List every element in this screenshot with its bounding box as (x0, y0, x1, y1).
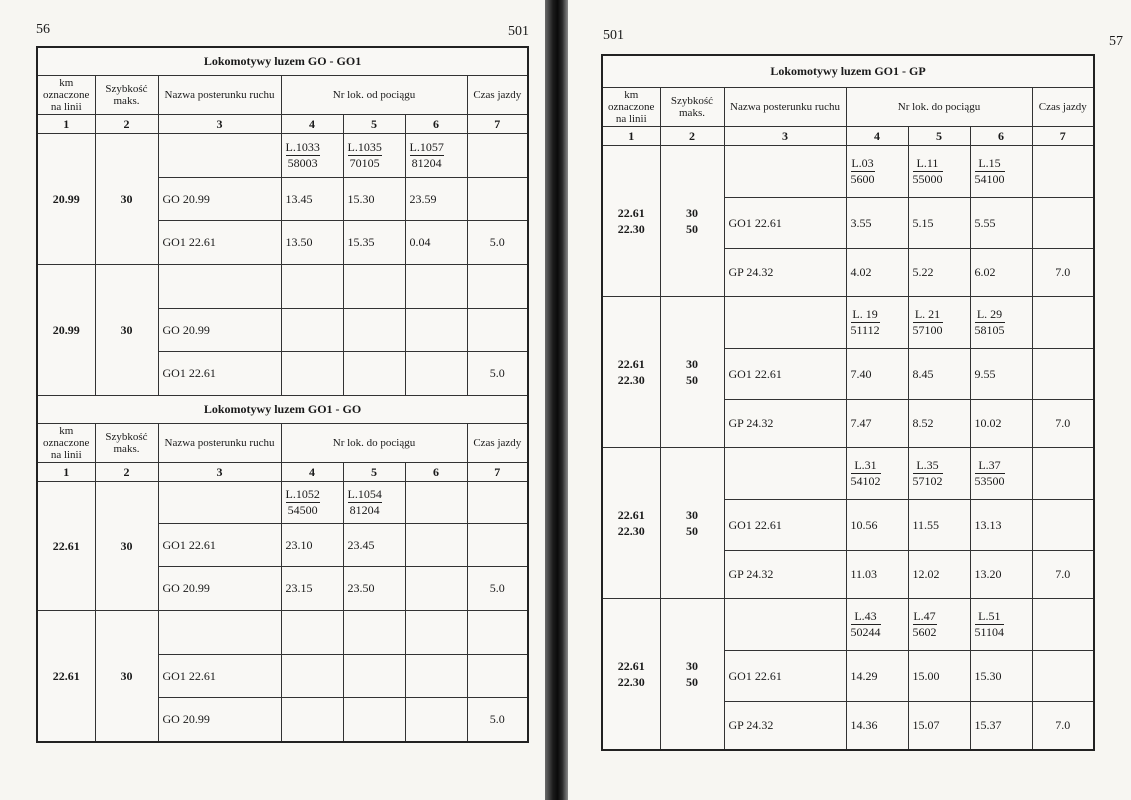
section-title: Lokomotywy luzem GO1 - GO (37, 396, 528, 424)
time-cell: 0.04 (405, 221, 467, 265)
time-cell (281, 309, 343, 352)
header-time: Czas jazdy (467, 424, 528, 463)
timetable-go1-gp (601, 54, 1095, 751)
col-number: 1 (37, 115, 95, 134)
run-time: 7.0 (1032, 702, 1094, 750)
empty-cell (343, 265, 405, 309)
km-value: 22.61 22.30 (602, 448, 660, 599)
col-number: 7 (1032, 127, 1094, 146)
page-number: 56 (36, 22, 50, 37)
col-number: 1 (37, 463, 95, 482)
station-name: GP 24.32 (724, 400, 846, 448)
time-cell: 5.15 (908, 198, 970, 249)
station-name: GO 20.99 (158, 567, 281, 611)
col-number: 3 (724, 127, 846, 146)
empty-cell (724, 146, 846, 198)
speed-value: 30 50 (660, 599, 724, 750)
empty-cell (281, 611, 343, 655)
loco-cell: $\frac{L.1052}{54500}$ (281, 482, 343, 524)
km-value: 22.61 22.30 (602, 146, 660, 297)
run-time: 5.0 (467, 221, 528, 265)
time-cell: 5.22 (908, 249, 970, 297)
time-cell: 12.02 (908, 551, 970, 599)
run-time (1032, 198, 1094, 249)
section-title: Lokomotywy luzem GO - GO1 (37, 47, 528, 76)
loco-cell: $\frac{L.47}{5602}$ (908, 599, 970, 651)
time-cell (343, 698, 405, 742)
loco-cell: $\frac{L. 21}{57100}$ (908, 297, 970, 349)
km-value: 20.99 (37, 265, 95, 396)
loco-cell: $\frac{L.1057}{81204}$ (405, 134, 467, 178)
time-cell: 8.45 (908, 349, 970, 400)
time-cell: 11.55 (908, 500, 970, 551)
run-time: 5.0 (467, 698, 528, 742)
time-cell (281, 698, 343, 742)
loco-cell: $\frac{L.51}{51104}$ (970, 599, 1032, 651)
loco-cell: $\frac{L.35}{57102}$ (908, 448, 970, 500)
station-name: GO1 22.61 (724, 198, 846, 249)
time-cell: 15.35 (343, 221, 405, 265)
col-number: 2 (660, 127, 724, 146)
km-value: 22.61 (37, 482, 95, 611)
time-cell: 5.55 (970, 198, 1032, 249)
empty-cell (405, 265, 467, 309)
empty-cell (405, 611, 467, 655)
header-train: Nr lok. do pociągu (846, 88, 1032, 127)
empty-cell (1032, 599, 1094, 651)
loco-cell: $\frac{L.37}{53500}$ (970, 448, 1032, 500)
time-cell: 23.50 (343, 567, 405, 611)
time-cell: 15.30 (343, 178, 405, 221)
header-km: km oznaczone na linii (602, 88, 660, 127)
run-time: 7.0 (1032, 249, 1094, 297)
header-km: km oznaczone na linii (37, 76, 95, 115)
time-cell: 23.15 (281, 567, 343, 611)
time-cell: 13.13 (970, 500, 1032, 551)
time-cell (405, 655, 467, 698)
run-time: 5.0 (467, 567, 528, 611)
empty-cell (158, 265, 281, 309)
station-name: GO1 22.61 (724, 500, 846, 551)
time-cell: 13.20 (970, 551, 1032, 599)
empty-cell (724, 297, 846, 349)
loco-cell: $\frac{L.1035}{70105}$ (343, 134, 405, 178)
run-time: 5.0 (467, 352, 528, 396)
time-cell: 15.00 (908, 651, 970, 702)
header-time: Czas jazdy (467, 76, 528, 115)
empty-cell (467, 482, 528, 524)
empty-cell (343, 611, 405, 655)
time-cell: 14.29 (846, 651, 908, 702)
header-speed: Szybkość maks. (660, 88, 724, 127)
run-time (1032, 651, 1094, 702)
col-number: 1 (602, 127, 660, 146)
header-train: Nr lok. do pociągu (281, 424, 467, 463)
section-title: Lokomotywy luzem GO1 - GP (602, 55, 1094, 88)
col-number: 4 (281, 463, 343, 482)
loco-cell: $\frac{L.1054}{81204}$ (343, 482, 405, 524)
timetable-go-go1 (36, 46, 529, 743)
time-cell: 11.03 (846, 551, 908, 599)
col-number: 6 (405, 115, 467, 134)
station-name: GO 20.99 (158, 178, 281, 221)
run-time (467, 178, 528, 221)
col-number: 5 (908, 127, 970, 146)
time-cell (405, 352, 467, 396)
run-time (1032, 349, 1094, 400)
time-cell: 15.37 (970, 702, 1032, 750)
speed-value: 30 (95, 265, 158, 396)
time-cell: 9.55 (970, 349, 1032, 400)
header-post: Nazwa posterunku ruchu (724, 88, 846, 127)
run-time (467, 524, 528, 567)
time-cell: 14.36 (846, 702, 908, 750)
km-value: 20.99 (37, 134, 95, 265)
header-speed: Szybkość maks. (95, 76, 158, 115)
time-cell (281, 352, 343, 396)
header-time: Czas jazdy (1032, 88, 1094, 127)
page-number: 501 (603, 28, 624, 43)
col-number: 6 (970, 127, 1032, 146)
header-post: Nazwa posterunku ruchu (158, 424, 281, 463)
time-cell (405, 698, 467, 742)
loco-cell: $\frac{L.03}{5600}$ (846, 146, 908, 198)
empty-cell (1032, 448, 1094, 500)
col-number: 3 (158, 463, 281, 482)
empty-cell (1032, 146, 1094, 198)
right-page (568, 0, 1131, 800)
speed-value: 30 (95, 134, 158, 265)
col-number: 6 (405, 463, 467, 482)
station-name: GO 20.99 (158, 309, 281, 352)
time-cell (405, 309, 467, 352)
speed-value: 30 (95, 611, 158, 742)
empty-cell (467, 611, 528, 655)
empty-cell (724, 599, 846, 651)
time-cell (405, 567, 467, 611)
run-time: 7.0 (1032, 551, 1094, 599)
speed-value: 30 50 (660, 448, 724, 599)
run-time (1032, 500, 1094, 551)
empty-cell (467, 134, 528, 178)
time-cell (343, 352, 405, 396)
station-name: GO1 22.61 (158, 655, 281, 698)
col-number: 3 (158, 115, 281, 134)
km-value: 22.61 22.30 (602, 599, 660, 750)
header-km: km oznaczone na linii (37, 424, 95, 463)
loco-cell: $\frac{L.43}{50244}$ (846, 599, 908, 651)
col-number: 5 (343, 463, 405, 482)
book-spine (545, 0, 568, 800)
col-number: 7 (467, 115, 528, 134)
col-number: 5 (343, 115, 405, 134)
time-cell: 4.02 (846, 249, 908, 297)
time-cell: 6.02 (970, 249, 1032, 297)
time-cell: 15.30 (970, 651, 1032, 702)
time-cell: 13.50 (281, 221, 343, 265)
time-cell: 23.45 (343, 524, 405, 567)
page-number: 57 (1109, 34, 1123, 49)
speed-value: 30 50 (660, 146, 724, 297)
empty-cell (405, 482, 467, 524)
time-cell: 13.45 (281, 178, 343, 221)
time-cell: 10.02 (970, 400, 1032, 448)
empty-cell (1032, 297, 1094, 349)
station-name: GP 24.32 (724, 249, 846, 297)
station-name: GO1 22.61 (724, 651, 846, 702)
time-cell: 15.07 (908, 702, 970, 750)
time-cell (343, 309, 405, 352)
time-cell (405, 524, 467, 567)
col-number: 2 (95, 463, 158, 482)
col-number: 4 (846, 127, 908, 146)
empty-cell (158, 134, 281, 178)
empty-cell (158, 611, 281, 655)
time-cell: 8.52 (908, 400, 970, 448)
station-name: GP 24.32 (724, 551, 846, 599)
empty-cell (724, 448, 846, 500)
loco-cell: $\frac{L. 19}{51112}$ (846, 297, 908, 349)
time-cell: 7.40 (846, 349, 908, 400)
loco-cell: $\frac{L.11}{55000}$ (908, 146, 970, 198)
time-cell: 23.59 (405, 178, 467, 221)
loco-cell: $\frac{L. 29}{58105}$ (970, 297, 1032, 349)
station-name: GO1 22.61 (724, 349, 846, 400)
loco-cell: $\frac{L.15}{54100}$ (970, 146, 1032, 198)
loco-cell: $\frac{L.1033}{58003}$ (281, 134, 343, 178)
km-value: 22.61 (37, 611, 95, 742)
time-cell (343, 655, 405, 698)
empty-cell (158, 482, 281, 524)
station-name: GO1 22.61 (158, 352, 281, 396)
station-name: GP 24.32 (724, 702, 846, 750)
col-number: 4 (281, 115, 343, 134)
time-cell: 10.56 (846, 500, 908, 551)
run-time (467, 309, 528, 352)
empty-cell (467, 265, 528, 309)
station-name: GO 20.99 (158, 698, 281, 742)
speed-value: 30 50 (660, 297, 724, 448)
time-cell: 3.55 (846, 198, 908, 249)
station-name: GO1 22.61 (158, 221, 281, 265)
left-page (0, 0, 545, 800)
run-time (467, 655, 528, 698)
col-number: 7 (467, 463, 528, 482)
col-number: 2 (95, 115, 158, 134)
header-speed: Szybkość maks. (95, 424, 158, 463)
empty-cell (281, 265, 343, 309)
header-train: Nr lok. od pociągu (281, 76, 467, 115)
station-name: GO1 22.61 (158, 524, 281, 567)
loco-cell: $\frac{L.31}{54102}$ (846, 448, 908, 500)
page-number: 501 (508, 24, 529, 39)
km-value: 22.61 22.30 (602, 297, 660, 448)
header-post: Nazwa posterunku ruchu (158, 76, 281, 115)
speed-value: 30 (95, 482, 158, 611)
time-cell: 7.47 (846, 400, 908, 448)
time-cell (281, 655, 343, 698)
run-time: 7.0 (1032, 400, 1094, 448)
time-cell: 23.10 (281, 524, 343, 567)
